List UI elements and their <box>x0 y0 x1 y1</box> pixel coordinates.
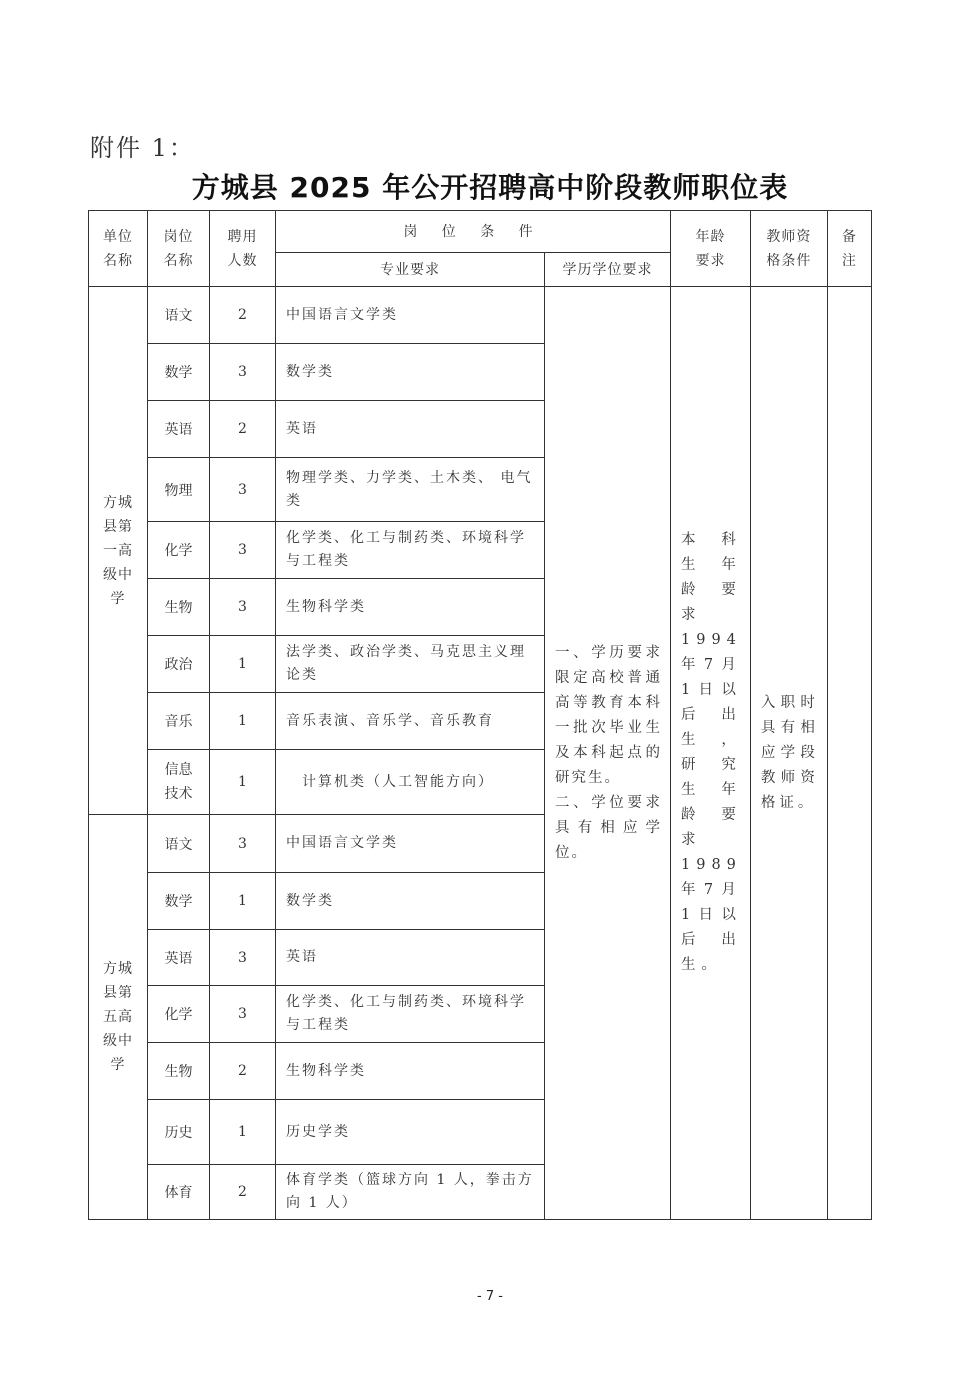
header-unit-name: 单位名称 <box>89 211 148 287</box>
post-name: 数学 <box>148 873 210 930</box>
major-requirement: 数学类 <box>276 873 545 930</box>
post-name: 生物 <box>148 1043 210 1100</box>
hire-count: 2 <box>210 401 276 458</box>
major-requirement: 生物科学类 <box>276 1043 545 1100</box>
hire-count: 2 <box>210 287 276 344</box>
hire-count: 1 <box>210 873 276 930</box>
post-name: 语文 <box>148 287 210 344</box>
hire-count: 1 <box>210 636 276 693</box>
major-requirement: 物理学类、力学类、土木类、 电气类 <box>276 458 545 522</box>
header-age-requirement: 年龄要求 <box>671 211 751 287</box>
post-name: 英语 <box>148 401 210 458</box>
degree-requirement-2: 二、学位要求具有相应学位。 <box>555 794 662 861</box>
major-requirement: 体育学类（篮球方向 1 人，拳击方向 1 人） <box>276 1165 545 1220</box>
remark <box>827 287 871 1220</box>
hire-count: 1 <box>210 693 276 750</box>
hire-count: 3 <box>210 815 276 873</box>
post-name: 物理 <box>148 458 210 522</box>
post-name: 语文 <box>148 815 210 873</box>
major-requirement: 数学类 <box>276 344 545 401</box>
header-post-name: 岗位名称 <box>148 211 210 287</box>
post-name: 数学 <box>148 344 210 401</box>
post-name: 英语 <box>148 930 210 986</box>
post-name: 历史 <box>148 1100 210 1165</box>
post-name: 音乐 <box>148 693 210 750</box>
page-title: 方城县 2025 年公开招聘高中阶段教师职位表 <box>191 171 789 204</box>
post-name: 生物 <box>148 579 210 636</box>
post-name: 化学 <box>148 522 210 579</box>
teacher-qualification: 入职时具有相应学段教师资格证。 <box>750 287 827 1220</box>
post-name: 化学 <box>148 986 210 1043</box>
school-name: 方城县第一高级中学 <box>89 287 148 815</box>
header-degree-requirement: 学历学位要求 <box>545 253 671 287</box>
table-row <box>89 287 872 344</box>
header-major-requirement: 专业要求 <box>276 253 545 287</box>
post-name: 体育 <box>148 1165 210 1220</box>
major-requirement: 历史学类 <box>276 1100 545 1165</box>
post-name: 政治 <box>148 636 210 693</box>
hire-count: 3 <box>210 458 276 522</box>
major-requirement: 中国语言文学类 <box>276 815 545 873</box>
hire-count: 3 <box>210 579 276 636</box>
school-name: 方城县第五高级中学 <box>89 815 148 1220</box>
hire-count: 2 <box>210 1043 276 1100</box>
major-requirement: 音乐表演、音乐学、音乐教育 <box>276 693 545 750</box>
major-requirement: 英语 <box>276 930 545 986</box>
post-name: 信息技术 <box>148 750 210 815</box>
hire-count: 1 <box>210 1100 276 1165</box>
header-remark: 备注 <box>827 211 871 287</box>
header-hire-count: 聘用人数 <box>210 211 276 287</box>
attachment-label: 附件 1： <box>90 134 195 162</box>
page-number: - 7 - <box>477 1289 503 1304</box>
hire-count: 1 <box>210 750 276 815</box>
header-teacher-qualification: 教师资格条件 <box>750 211 827 287</box>
degree-requirement-1: 一、学历要求限定高校普通高等教育本科一批次毕业生及本科起点的研究生。 <box>555 644 662 786</box>
major-requirement: 化学类、化工与制药类、环境科学与工程类 <box>276 986 545 1043</box>
job-positions-table <box>88 210 872 1220</box>
major-requirement: 英语 <box>276 401 545 458</box>
major-requirement: 中国语言文学类 <box>276 287 545 344</box>
hire-count: 3 <box>210 344 276 401</box>
hire-count: 3 <box>210 522 276 579</box>
age-requirement: 本科生年龄要求 1994 年7月1日以后出生，研究生年龄要求 1989 年7月1日以后出生。 <box>671 287 751 1220</box>
hire-count: 3 <box>210 986 276 1043</box>
major-requirement: 生物科学类 <box>276 579 545 636</box>
major-requirement: 计算机类（人工智能方向） <box>276 750 545 815</box>
hire-count: 3 <box>210 930 276 986</box>
major-requirement: 化学类、化工与制药类、环境科学与工程类 <box>276 522 545 579</box>
degree-requirement-cell <box>545 287 671 1220</box>
header-post-conditions: 岗 位 条 件 <box>276 211 671 253</box>
hire-count: 2 <box>210 1165 276 1220</box>
major-requirement: 法学类、政治学类、马克思主义理论类 <box>276 636 545 693</box>
